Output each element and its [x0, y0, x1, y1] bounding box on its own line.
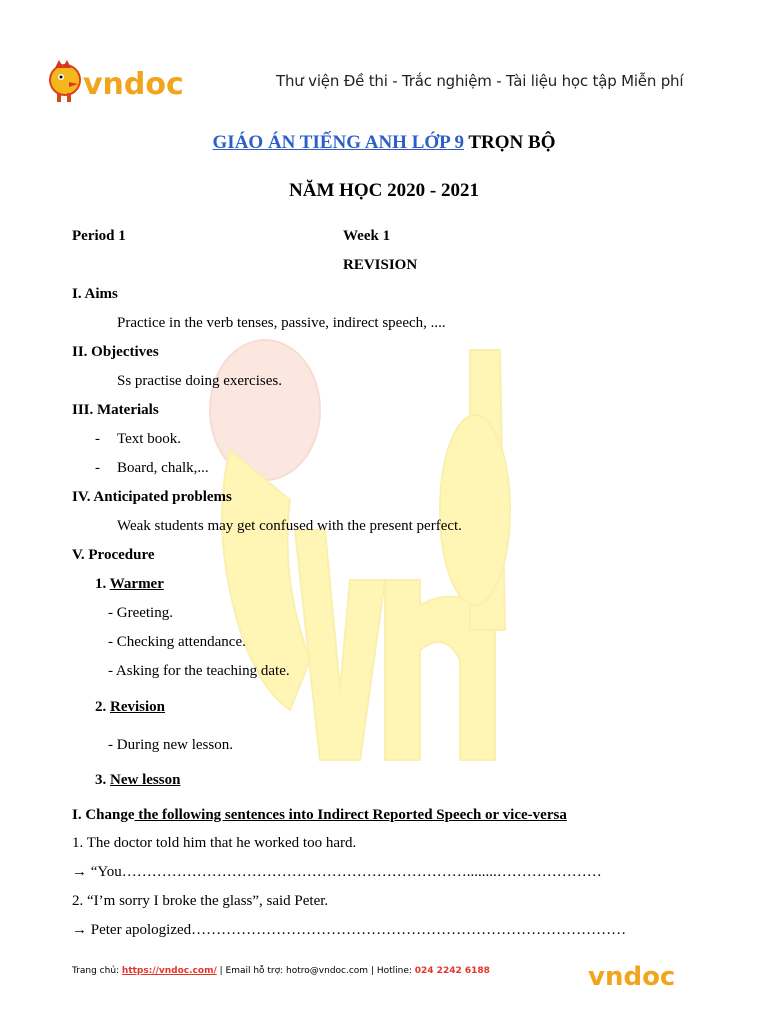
title-rest: TRỌN BỘ — [463, 132, 556, 153]
footer-hotline: 024 2242 6188 — [414, 966, 490, 976]
new-lesson-heading: 3. New lesson — [95, 772, 181, 788]
materials-item: - Text book. — [95, 431, 181, 447]
period-label: Period 1 — [72, 228, 126, 244]
exercise-answer-line: → Peter apologized…………………………………………………………………………… — [72, 922, 627, 938]
problems-text: Weak students may get confused with the present perfect. — [117, 518, 462, 534]
warmer-item: - Greeting. — [108, 605, 173, 621]
warmer-heading: 1. Warmer — [95, 576, 164, 592]
warmer-item: - Asking for the teaching date. — [108, 663, 290, 679]
vndoc-logo[interactable] — [45, 60, 195, 104]
materials-heading: III. Materials — [72, 402, 159, 418]
exercise-answer-line: → “You……………………………………………………………........………………… — [72, 864, 602, 880]
revision-heading: 2. Revision — [95, 699, 166, 715]
aims-text: Practice in the verb tenses, passive, indirect speech, .... — [117, 315, 446, 331]
vndoc-watermark — [170, 330, 530, 770]
document-title — [0, 132, 768, 154]
exercise-question: 2. “I’m sorry I broke the glass”, said Peter. — [72, 893, 329, 909]
title-link[interactable]: GIÁO ÁN TIẾNG ANH LỚP 9 — [212, 132, 464, 153]
exercise-heading: I. Change the following sentences into Indirect Reported Speech or vice-versa — [72, 807, 567, 823]
warmer-item: - Checking attendance. — [108, 634, 246, 650]
procedure-heading: V. Procedure — [72, 547, 155, 563]
aims-heading: I. Aims — [72, 286, 118, 302]
svg-text:vndoc: vndoc — [588, 962, 676, 990]
lesson-topic: REVISION — [343, 257, 418, 273]
objectives-heading: II. Objectives — [72, 344, 159, 360]
footer-home-link[interactable]: https://vndoc.com/ — [121, 966, 217, 976]
exercise-question: 1. The doctor told him that he worked too hard. — [72, 835, 357, 851]
problems-heading: IV. Anticipated problems — [72, 489, 232, 505]
site-tagline: Thư viện Đề thi - Trắc nghiệm - Tài liệu học tập Miễn phí — [276, 72, 684, 90]
logo-wordmark: vndoc — [83, 67, 184, 102]
chicken-mascot-icon — [50, 60, 80, 102]
materials-item: - Board, chalk,... — [95, 460, 209, 476]
revision-item: - During new lesson. — [108, 737, 233, 753]
school-year: NĂM HỌC 2020 - 2021 — [289, 180, 479, 201]
footer-vndoc-logo[interactable] — [588, 960, 683, 990]
objectives-text: Ss practise doing exercises. — [117, 373, 282, 389]
footer-contact: Trang chủ: https://vndoc.com/ | Email hỗ trợ: hotro@vndoc.com | Hotline: 024 2242 6188 — [72, 966, 490, 976]
week-label: Week 1 — [343, 228, 391, 244]
